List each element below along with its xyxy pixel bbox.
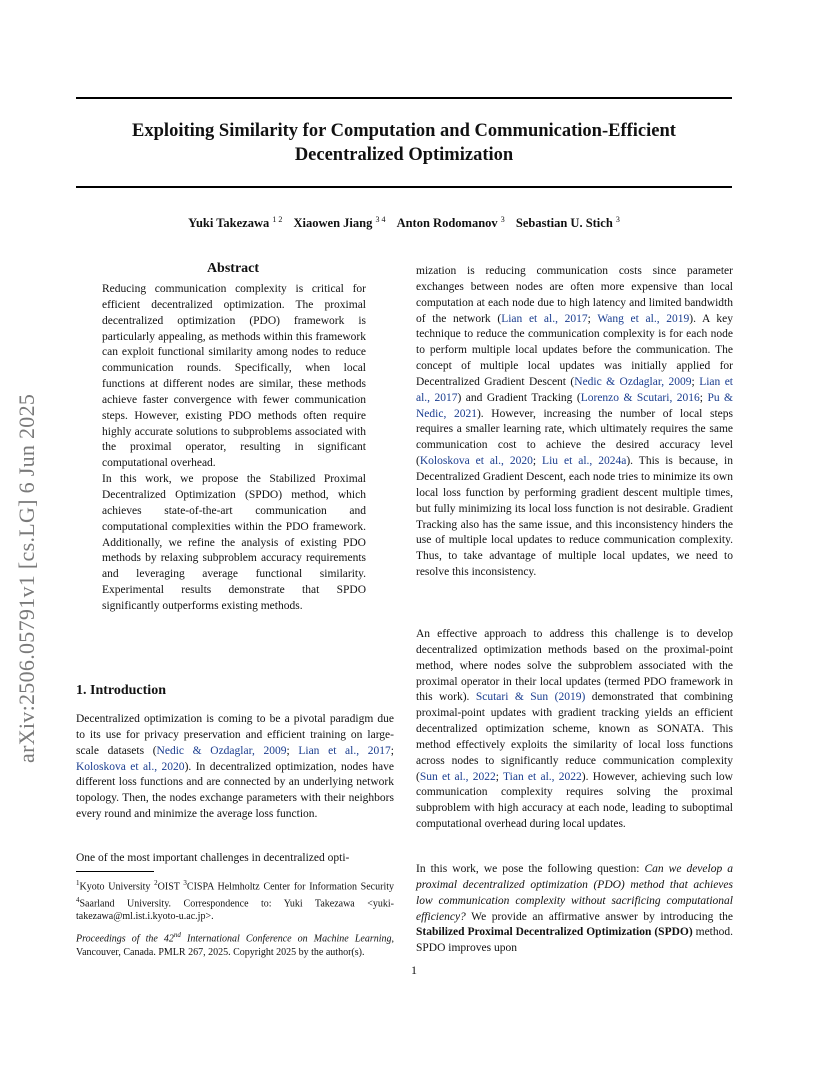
text-run: ; <box>495 770 504 783</box>
page-number: 1 <box>411 963 417 977</box>
title-line-2: Decentralized Optimization <box>294 145 514 165</box>
citation-link[interactable]: Liu et al., 2024a <box>542 455 627 468</box>
text-run: 3 <box>183 879 187 887</box>
author-list <box>76 215 732 231</box>
text-run: ; <box>532 455 543 468</box>
right-paragraph-1 <box>416 264 733 581</box>
text-run: ). However, increasing the number of local steps requires a smaller learning rate, which ultimately requires the same communication cost to achieve the desired accuracy level ( <box>416 407 733 468</box>
citation-link[interactable]: Scutari & Sun (2019) <box>475 691 586 704</box>
text-run: An effective approach to address this challenge is to develop decentralized optimization methods based on the proximal-point method, where nodes solve the subproblem associated with the proximal operator in their local updates (termed PDO framework in this work). <box>416 628 733 704</box>
text-run: Saarland University. Correspondence to: Yuki Takezawa <yuki-takezawa@ml.ist.i.kyoto-u.ac.jp>. <box>76 898 394 923</box>
text-run: Decentralized optimization is coming to be a pivotal paradigm due to its use for privacy preservation and efficient training on large-scale datasets ( <box>76 713 394 757</box>
author: Yuki Takezawa $^{1 2}$ <box>188 215 283 231</box>
text-run: Stabilized Proximal Decentralized Optimization (SPDO) <box>416 926 693 939</box>
text-run: ; <box>587 312 598 325</box>
abstract-paragraph: Reducing communication complexity is critical for efficient decentralized optimization. The proximal decentralized optimization (PDO) framework is particularly appealing, as methods within this framework can exploit functional similarity among nodes to reduce communication rounds. Specifically, when local functions at different nodes are similar, these methods achieve faster convergence with fewer communication steps. However, existing PDO methods often require highly accurate solutions to subproblems associated with the proximal operator, resulting in significant computational overhead. <box>102 283 366 470</box>
text-run: 1 <box>76 879 80 887</box>
text-run: ). However, achieving such low communication complexity requires solving the proximal subproblem with high accuracy at each node, leading to suboptimal computational overhead during local updates. <box>416 770 733 831</box>
text-run: In this work, we pose the following question: <box>416 863 645 875</box>
citation-link[interactable]: Nedic & Ozdaglar, 2009 <box>574 375 692 388</box>
text-run: Proceedings of the <box>76 933 164 945</box>
citation-link[interactable]: Lorenzo & Scutari, 2016 <box>580 391 700 404</box>
text-run: , Vancouver, Canada. PMLR 267, 2025. Copyright 2025 by the author(s). <box>76 933 395 958</box>
text-run: ). A key technique to reduce the communication complexity is for each node to perform multiple local updates before the communication. The concept of multiple local updates was initially applied for Decentralized Gradient Descent ( <box>416 312 733 388</box>
text-run: Kyoto University <box>79 881 155 893</box>
text-run: International Conference on Machine Learning <box>180 933 392 945</box>
footnote-rule <box>76 871 154 872</box>
arxiv-identifier: arXiv:2506.05791v1 [cs.LG] 6 Jun 2025 <box>14 393 39 763</box>
text-run: CISPA Helmholtz Center for Information Security <box>186 881 394 893</box>
section-heading-introduction: 1. Introduction <box>76 683 166 698</box>
text-run: ; <box>699 391 708 404</box>
body-text <box>416 862 733 957</box>
intro-text <box>76 712 394 823</box>
title-rule-top <box>76 97 732 99</box>
text-run: Can we develop a proximal decentralized optimization (PDO) method that achieves low communication complexity without sacrificing computational efficiency? <box>416 863 734 923</box>
citation-link[interactable]: Lian et al., 2017 <box>298 744 391 757</box>
text-run: ). This is because, in Decentralized Gradient Descent, each node tries to minimize its own local loss function by performing gradient descent multiple times, but fully minimizing its local loss function is not desirable. Gradient Tracking also has the same issue, and this inconsistency hinders the use of multiple local updates to reduce communication complexity. Thus, to take advantage of multiple local updates, we need to resolve this inconsistency. <box>416 455 733 579</box>
text-run: ). In decentralized optimization, nodes have different loss functions and are connected by an underlying network topology. Then, the nodes exchange parameters with their neighbors every round and minimize the average loss function. <box>76 760 394 821</box>
body-text <box>416 264 733 581</box>
text-run: nd <box>173 931 181 939</box>
citation-link[interactable]: Koloskova et al., 2020 <box>419 455 533 468</box>
text-run: OIST <box>157 881 184 893</box>
citation-link[interactable]: Lian et al., 2017 <box>501 312 588 325</box>
text-run: demonstrated that combining proximal-point updates with gradient tracking yields an efficient decentralized optimization scheme, known as SONATA. This method effectively exploits the similarity of local loss functions across nodes to significantly reduce communication complexity ( <box>416 691 734 783</box>
text-run: ; <box>286 744 299 757</box>
title-line-1: Exploiting Similarity for Computation and Communication-Efficient <box>132 121 676 141</box>
intro-paragraph-2 <box>76 851 394 867</box>
footnote-proceedings <box>76 929 394 959</box>
right-paragraph-3 <box>416 862 733 957</box>
citation-link[interactable]: Koloskova et al., 2020 <box>76 760 185 773</box>
abstract-body <box>102 282 366 615</box>
citation-link[interactable]: Tian et al., 2022 <box>503 770 582 783</box>
citation-link[interactable]: Lian et al., 2017 <box>416 375 733 404</box>
citation-link[interactable]: Pu & Nedic, 2021 <box>416 391 733 420</box>
text-run: mization is reducing communication costs since parameter exchanges between nodes are often more expensive than local computation at each node due to high latency and limited bandwidth of the network ( <box>416 265 733 325</box>
footnote-affiliations <box>76 877 394 924</box>
author: Sebastian U. Stich $^3$ <box>515 215 620 231</box>
text-run: 2 <box>154 879 158 887</box>
text-run: method. SPDO improves upon <box>416 926 734 955</box>
text-run: 42 <box>163 933 174 945</box>
abstract-paragraph: In this work, we propose the Stabilized Proximal Decentralized Optimization (SPDO) method, which achieves state-of-the-art communication and computational complexities within the PDO framework. Additionally, we refine the analysis of existing PDO methods by relaxing subproblem accuracy requirements and leveraging average functional similarity. Experimental results demonstrate that SPDO significantly outperforms existing methods. <box>102 473 366 612</box>
intro-text: One of the most important challenges in decentralized opti- <box>76 852 350 864</box>
abstract-heading: Abstract <box>206 261 260 276</box>
author: Xiaowen Jiang $^{3 4}$ <box>293 215 386 231</box>
title-rule-bottom <box>76 186 732 188</box>
citation-link[interactable]: Wang et al., 2019 <box>597 312 690 325</box>
paper-title <box>76 119 732 167</box>
body-text <box>416 627 733 833</box>
author: Anton Rodomanov $^3$ <box>396 215 505 231</box>
text-run: 4 <box>76 895 80 904</box>
citation-link[interactable]: Nedic & Ozdaglar, 2009 <box>156 744 287 757</box>
citation-link[interactable]: Sun et al., 2022 <box>419 770 496 783</box>
right-paragraph-2 <box>416 627 733 833</box>
text-run: ; <box>390 744 394 757</box>
intro-paragraph-1 <box>76 712 394 823</box>
text-run: ; <box>691 375 700 388</box>
text-run: ) and Gradient Tracking ( <box>457 391 581 404</box>
text-run: We provide an affirmative answer by introducing the <box>465 910 733 923</box>
